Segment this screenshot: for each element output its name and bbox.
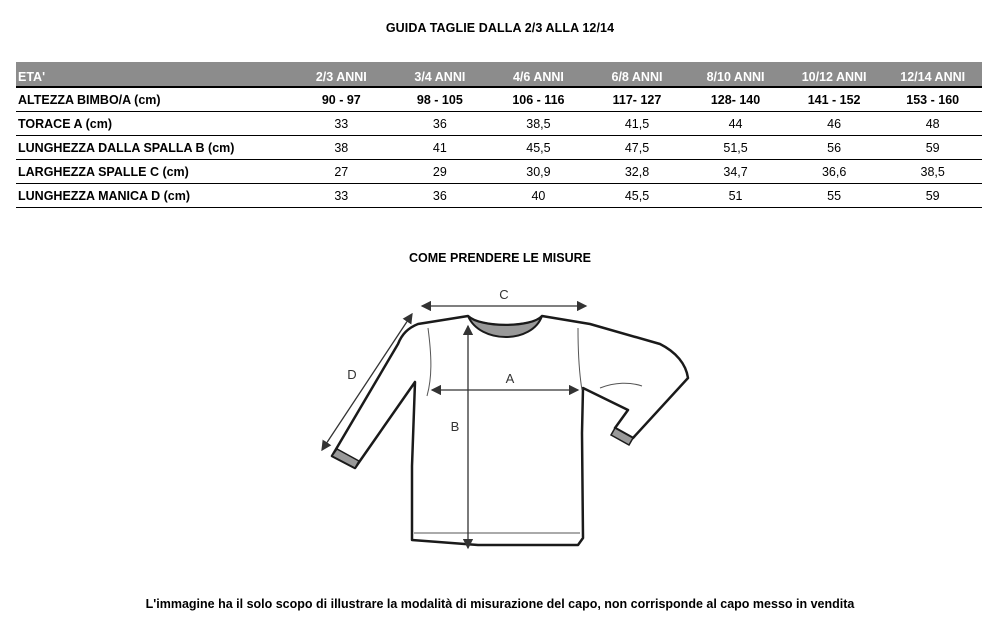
measure-a-label: A: [505, 371, 515, 386]
table-cell: 44: [686, 112, 785, 136]
table-cell: 27: [292, 160, 391, 184]
row-label: ALTEZZA BIMBO/A (cm): [16, 87, 292, 112]
table-cell: 36,6: [785, 160, 884, 184]
table-cell: 36: [391, 112, 490, 136]
table-cell: 51,5: [686, 136, 785, 160]
table-row: [16, 136, 982, 160]
table-cell: 29: [391, 160, 490, 184]
table-cell: 32,8: [588, 160, 687, 184]
table-row: [16, 160, 982, 184]
table-cell: 38: [292, 136, 391, 160]
row-label: TORACE A (cm): [16, 112, 292, 136]
measure-d-label: D: [347, 367, 357, 382]
row-label: LARGHEZZA SPALLE C (cm): [16, 160, 292, 184]
header-age-label: ETA': [16, 62, 292, 87]
table-cell: 40: [489, 184, 588, 208]
table-cell: 33: [292, 112, 391, 136]
row-label: LUNGHEZZA DALLA SPALLA B (cm): [16, 136, 292, 160]
table-cell: 34,7: [686, 160, 785, 184]
table-cell: 41: [391, 136, 490, 160]
table-cell: 141 - 152: [785, 87, 884, 112]
table-cell: 41,5: [588, 112, 687, 136]
measure-c-label: C: [499, 287, 509, 302]
table-cell: 98 - 105: [391, 87, 490, 112]
table-cell: 106 - 116: [489, 87, 588, 112]
header-size: 8/10 ANNI: [686, 62, 785, 87]
table-cell: 45,5: [489, 136, 588, 160]
table-cell: 90 - 97: [292, 87, 391, 112]
table-cell: 38,5: [489, 112, 588, 136]
table-cell: 128- 140: [686, 87, 785, 112]
header-size: 6/8 ANNI: [588, 62, 687, 87]
table-cell: 30,9: [489, 160, 588, 184]
header-size: 3/4 ANNI: [391, 62, 490, 87]
size-chart-table: [16, 62, 982, 208]
sweater-measurement-diagram: [310, 278, 710, 568]
table-cell: 56: [785, 136, 884, 160]
table-cell: 48: [883, 112, 982, 136]
disclaimer-note: L'immagine ha il solo scopo di illustrare la modalità di misurazione del capo, non corrisponde al capo messo in vendita: [145, 597, 855, 611]
measure-b-label: B: [450, 419, 460, 434]
sweater-illustration: [310, 278, 710, 568]
table-cell: 51: [686, 184, 785, 208]
header-size: 12/14 ANNI: [883, 62, 982, 87]
table-cell: 153 - 160: [883, 87, 982, 112]
table-cell: 36: [391, 184, 490, 208]
row-label: LUNGHEZZA MANICA D (cm): [16, 184, 292, 208]
table-cell: 45,5: [588, 184, 687, 208]
table-cell: 46: [785, 112, 884, 136]
table-cell: 55: [785, 184, 884, 208]
table-cell: 59: [883, 136, 982, 160]
table-cell: 38,5: [883, 160, 982, 184]
header-size: 10/12 ANNI: [785, 62, 884, 87]
table-row: [16, 184, 982, 208]
page-title: GUIDA TAGLIE DALLA 2/3 ALLA 12/14: [385, 21, 615, 35]
table-cell: 59: [883, 184, 982, 208]
table-cell: 33: [292, 184, 391, 208]
table-cell: 117- 127: [588, 87, 687, 112]
header-size: 4/6 ANNI: [489, 62, 588, 87]
table-row: [16, 112, 982, 136]
table-header-row: [16, 62, 982, 87]
table-cell: 47,5: [588, 136, 687, 160]
sweater-outline: [332, 316, 688, 545]
table-row: [16, 87, 982, 112]
header-size: 2/3 ANNI: [292, 62, 391, 87]
section-title: COME PRENDERE LE MISURE: [409, 251, 591, 265]
